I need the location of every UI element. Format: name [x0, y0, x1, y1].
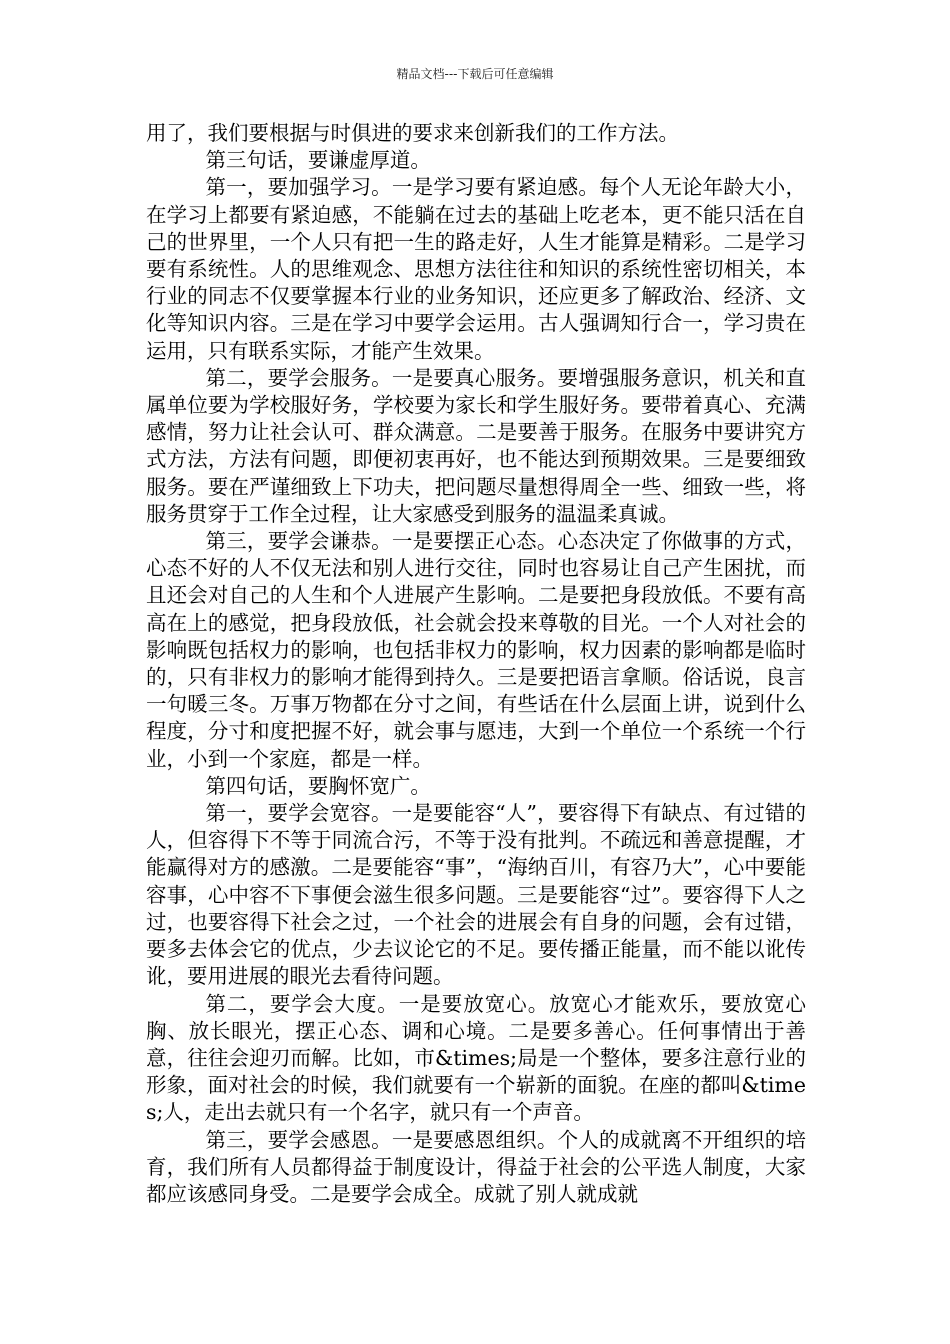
section-heading-third: 第三句话，要谦虚厚道。: [205, 148, 431, 173]
section-heading-fourth: 第四句话，要胸怀宽广。: [205, 773, 431, 798]
paragraph-learning: 第一，要加强学习。一是学习要有紧迫感。每个人无论年龄大小，在学习上都要有紧迫感，不能躺在过去的基础上吃老本，更不能只活在自己的世界里，一个人只有把一生的路走好，人生才能算是精彩。二是学习要有系统性。人的思维观念、思想方法往往和知识的系统性密切相关，本行业的同志不仅要掌握本行业的业务知识，还应更多了解政治、经济、文化等知识内容。三是在学习中要学会运用。古人强调知行合一，学习贵在运用，只有联系实际，才能产生效果。: [146, 175, 806, 363]
paragraph-tolerance: 第一，要学会宽容。一是要能容“人”，要容得下有缺点、有过错的人，但容得下不等于同流合污，不等于没有批判。不疏远和善意提醒，才能赢得对方的感激。二是要能容“事”，“海纳百川，有容乃大”，心中要能容事，心中容不下事便会滋生很多问题。三是要能容“过”。要容得下人之过，也要容得下社会之过，一个社会的进展会有自身的问题，会有过错，要多去体会它的优点，少去议论它的不足。要传播正能量，而不能以讹传讹，要用进展的眼光去看待问题。: [146, 801, 806, 989]
paragraph-continuation: 用了，我们要根据与时俱进的要求来创新我们的工作方法。: [146, 121, 679, 145]
page-header: 精品文档---下载后可任意编辑: [396, 67, 554, 81]
paragraph-generosity: 第二，要学会大度。一是要放宽心。放宽心才能欢乐，要放宽心胸、放长眼光，摆正心态、调和心境。二是要多善心。任何事情出于善意，往往会迎刃而解。比如，市&times;局是一个整体，要多注意行业的形象，面对社会的时候，我们就要有一个崭新的面貌。在座的都叫&times;人，走出去就只有一个名字，就只有一个声音。: [146, 991, 806, 1125]
paragraph-service: 第二，要学会服务。一是要真心服务。要增强服务意识，机关和直属单位要为学校服好务，学校要为家长和学生服好务。要带着真心、充满感情，努力让社会认可、群众满意。二是要善于服务。在服务中要讲究方式方法，方法有问题，即便初衷再好，也不能达到预期效果。三是要细致服务。要在严谨细致上下功夫，把问题尽量想得周全一些、细致一些，将服务贯穿于工作全过程，让大家感受到服务的温温柔真诚。: [146, 365, 806, 526]
paragraph-gratitude: 第三，要学会感恩。一是要感恩组织。个人的成就离不开组织的培育，我们所有人员都得益于制度设计，得益于社会的公平选人制度，大家都应该感同身受。二是要学会成全。成就了别人就成就: [146, 1127, 806, 1206]
document-body: [146, 120, 806, 1208]
paragraph-humility: 第三，要学会谦恭。一是要摆正心态。心态决定了你做事的方式，心态不好的人不仅无法和别人进行交往，同时也容易让自己产生困扰，而且还会对自己的人生和个人进展产生影响。二是要把身段放低。不要有高高在上的感觉，把身段放低，社会就会投来尊敬的目光。一个人对社会的影响既包括权力的影响，也包括非权力的影响，权力因素的影响都是临时的，只有非权力的影响才能得到持久。三是要把语言拿顺。俗话说，良言一句暖三冬。万事万物都在分寸之间，有些话在什么层面上讲，说到什么程度，分寸和度把握不好，就会事与愿违，大到一个单位一个系统一个行业，小到一个家庭，都是一样。: [146, 529, 806, 771]
